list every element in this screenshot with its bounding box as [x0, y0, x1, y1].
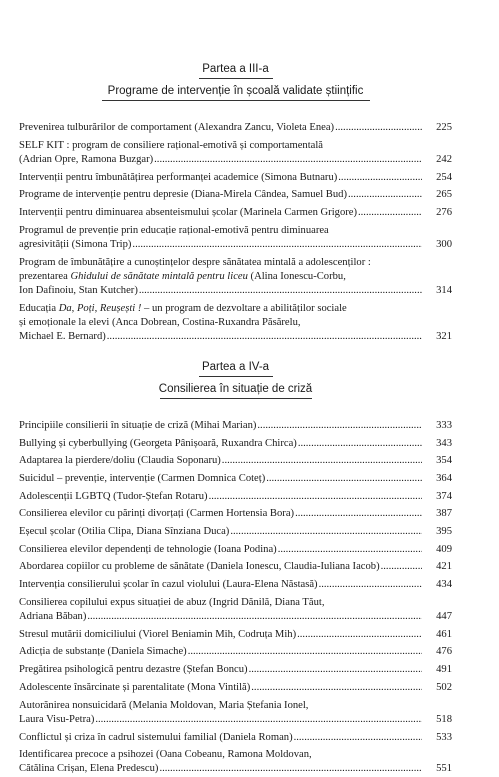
- toc-entry-page-number: 300: [436, 238, 452, 250]
- dot-leader: [278, 543, 422, 557]
- part-3-title-rule: [102, 100, 370, 101]
- toc-entry: [19, 645, 452, 659]
- toc-entry-page-number: 502: [436, 681, 452, 693]
- toc-entry-title-line: Pregătirea psihologică pentru dezastre (Ștefan Boncu): [19, 664, 248, 676]
- toc-entry-page-number: 374: [436, 490, 452, 502]
- dot-leader: [132, 238, 422, 252]
- part-4-toc-list: [19, 419, 452, 777]
- dot-leader: [335, 121, 422, 135]
- toc-entry-title-line: Adolescente însărcinate și parentalitate (Mona Vintilă): [19, 681, 251, 693]
- toc-entry: [19, 596, 452, 624]
- toc-entry-title-line: Program de îmbunătățire a cunoștințelor despre sănătatea mintală a adolescenților :: [19, 256, 371, 268]
- toc-entry-page-number: 354: [436, 455, 452, 467]
- dot-leader: [295, 507, 422, 521]
- toc-entry-title-line: Consilierea elevilor cu părinți divorțați (Carmen Hortensia Bora): [19, 508, 295, 520]
- toc-entry-title-line: Laura Visu-Petra): [19, 713, 95, 725]
- toc-entry: [19, 663, 452, 677]
- toc-entry: [19, 560, 452, 574]
- toc-entry-title-line: Programul de prevenție prin educație rațional-emotivă pentru diminuarea: [19, 224, 329, 236]
- toc-entry: [19, 699, 452, 727]
- toc-entry-page-number: 314: [436, 285, 452, 297]
- toc-entry-title-line: Adolescenții LGBTQ (Tudor-Ștefan Rotaru): [19, 490, 208, 502]
- dot-leader: [358, 206, 422, 220]
- toc-entry-page-number: 491: [436, 664, 452, 676]
- toc-entry-title-line: Intervenții pentru diminuarea absenteismului școlar (Marinela Carmen Grigore): [19, 207, 357, 219]
- toc-entry-title-line: Prevenirea tulburărilor de comportament (Alexandra Zancu, Violeta Enea): [19, 122, 335, 133]
- toc-entry-title-line: Adicția de substanțe (Daniela Simache): [19, 646, 187, 658]
- dot-leader: [297, 628, 422, 642]
- toc-entry-page-number: 321: [436, 331, 452, 343]
- toc-entry-title-line: Eșecul școlar (Otilia Clipa, Diana Sînziana Duca): [19, 526, 230, 538]
- toc-entry-title-line: Adriana Băban): [19, 611, 87, 623]
- toc-entry-title-line: Autorănirea nonsuicidară (Melania Moldovan, Maria Ștefania Ionel,: [19, 699, 309, 711]
- part-3-label-rule: [199, 78, 273, 79]
- toc-entry: [19, 472, 452, 486]
- toc-entry: [19, 543, 452, 557]
- part-4-label: Partea a IV-a: [201, 360, 270, 373]
- toc-entry-title-line: Suicidul – prevenție, intervenție (Carmen Domnica Coteț): [19, 472, 266, 484]
- part-4-header: [19, 348, 452, 399]
- part-3-title: Programe de intervenție în școală validate științific: [107, 85, 364, 97]
- dot-leader: [107, 330, 422, 344]
- toc-entry: [19, 507, 452, 521]
- toc-entry: [19, 171, 452, 185]
- toc-entry-title-line: Consilierea elevilor dependenți de tehnologie (Ioana Podina): [19, 543, 277, 555]
- part-4-title-rule: [160, 398, 312, 399]
- toc-entry-title-line: Intervenții pentru îmbunătățirea performanței academice (Simona Butnaru): [19, 171, 338, 183]
- dot-leader: [266, 472, 422, 486]
- toc-entry: [19, 206, 452, 220]
- dot-leader: [348, 188, 422, 202]
- toc-entry-title-line: Abordarea copiilor cu probleme de sănătate (Daniela Ionescu, Claudia-Iuliana Iacob): [19, 561, 380, 573]
- toc-entry-page-number: 409: [436, 543, 452, 555]
- toc-entry: [19, 490, 452, 504]
- dot-leader: [95, 713, 422, 727]
- dot-leader: [139, 284, 422, 298]
- toc-entry-page-number: 518: [436, 713, 452, 725]
- toc-entry-page-number: 265: [436, 189, 452, 201]
- dot-leader: [209, 490, 422, 504]
- dot-leader: [257, 419, 422, 433]
- toc-entry-title-line: Principiile consilierii în situație de criză (Mihai Marian): [19, 419, 257, 431]
- part-3-label: Partea a III-a: [202, 63, 269, 75]
- toc-entry: [19, 302, 452, 345]
- dot-leader: [159, 762, 422, 776]
- toc-entry: [19, 525, 452, 539]
- toc-entry-page-number: 254: [436, 171, 452, 183]
- toc-entry-title-line: Consilierea copilului expus situației de abuz (Ingrid Dănilă, Diana Tăut,: [19, 596, 325, 608]
- toc-entry: [19, 224, 452, 252]
- toc-entry-page-number: 434: [436, 579, 452, 591]
- toc-entry-page-number: 242: [436, 153, 452, 165]
- toc-entry-title-line: și emoționale la elevi (Anca Dobrean, Costina-Ruxandra Păsărelu,: [19, 316, 301, 328]
- part-3-toc-list: [19, 121, 452, 344]
- toc-entry-page-number: 447: [436, 611, 452, 623]
- dot-leader: [188, 645, 422, 659]
- toc-entry-title-line: Programe de intervenție pentru depresie (Diana-Mirela Cândea, Samuel Bud): [19, 189, 347, 201]
- toc-entry-title-line: Conflictul și criza în cadrul sistemului familial (Daniela Roman): [19, 731, 293, 743]
- toc-entry-page-number: 387: [436, 508, 452, 520]
- toc-entry-title-line: Stresul mutării domiciliului (Viorel Beniamin Mih, Codruța Mih): [19, 628, 297, 640]
- toc-entry-title-line: Bullying și cyberbullying (Georgeta Pânișoară, Ruxandra Chirca): [19, 437, 297, 449]
- toc-entry-page-number: 343: [436, 437, 452, 449]
- toc-entry-title-line: SELF KIT : program de consiliere rațional-emotivă și comportamentală: [19, 139, 323, 151]
- toc-entry-title-line: Identificarea precoce a psihozei (Oana Cobeanu, Ramona Moldovan,: [19, 749, 312, 761]
- dot-leader: [222, 454, 422, 468]
- dot-leader: [230, 525, 422, 539]
- dot-leader: [298, 437, 422, 451]
- toc-entry-title-line: Ion Dafinoiu, Stan Kutcher): [19, 285, 138, 297]
- toc-entry-title-line: agresivității (Simona Trip): [19, 238, 132, 250]
- dot-leader: [381, 560, 422, 574]
- dot-leader: [154, 153, 422, 167]
- toc-entry: [19, 748, 452, 776]
- toc-entry-title-line: Intervenția consilierului școlar în cazul violului (Laura-Elena Năstasă): [19, 579, 318, 591]
- toc-entry-page-number: 476: [436, 646, 452, 658]
- toc-entry: [19, 681, 452, 695]
- toc-entry: [19, 419, 452, 433]
- toc-entry-page-number: 276: [436, 207, 452, 219]
- toc-entry: [19, 628, 452, 642]
- toc-entry-page-number: 421: [436, 561, 452, 573]
- part-4-title: Consilierea în situație de criză: [158, 382, 313, 395]
- toc-entry-title-line: Adaptarea la pierdere/doliu (Claudia Soponaru): [19, 455, 221, 467]
- toc-entry: [19, 121, 452, 135]
- toc-entry-page-number: 533: [436, 731, 452, 743]
- toc-entry: [19, 139, 452, 167]
- toc-entry-page-number: 333: [436, 419, 452, 431]
- toc-entry-page-number: 551: [436, 763, 452, 775]
- toc-entry-title-line: Educația Da, Poți, Reușești ! – un program de dezvoltare a abilităților sociale: [19, 302, 347, 314]
- toc-entry-title-line: prezentarea Ghidului de sănătate mintală pentru liceu (Alina Ionescu-Corbu,: [19, 270, 346, 282]
- toc-entry-title-line: (Adrian Opre, Ramona Buzgar): [19, 153, 154, 165]
- dot-leader: [338, 171, 422, 185]
- part-4-label-rule: [199, 376, 273, 377]
- toc-entry-page-number: 364: [436, 472, 452, 484]
- toc-entry: [19, 188, 452, 202]
- toc-entry: [19, 256, 452, 299]
- toc-entry: [19, 454, 452, 468]
- toc-entry: [19, 437, 452, 451]
- toc-entry-page-number: 395: [436, 526, 452, 538]
- dot-leader: [249, 663, 422, 677]
- toc-entry-title-line: Cătălina Crișan, Elena Predescu): [19, 763, 159, 775]
- toc-entry-title-line: Michael E. Bernard): [19, 331, 106, 343]
- toc-entry: [19, 578, 452, 592]
- dot-leader: [251, 681, 422, 695]
- toc-entry-page-number: 225: [436, 122, 452, 133]
- dot-leader: [319, 578, 422, 592]
- dot-leader: [87, 610, 422, 624]
- part-3-header: [19, 0, 452, 101]
- toc-entry-page-number: 461: [436, 628, 452, 640]
